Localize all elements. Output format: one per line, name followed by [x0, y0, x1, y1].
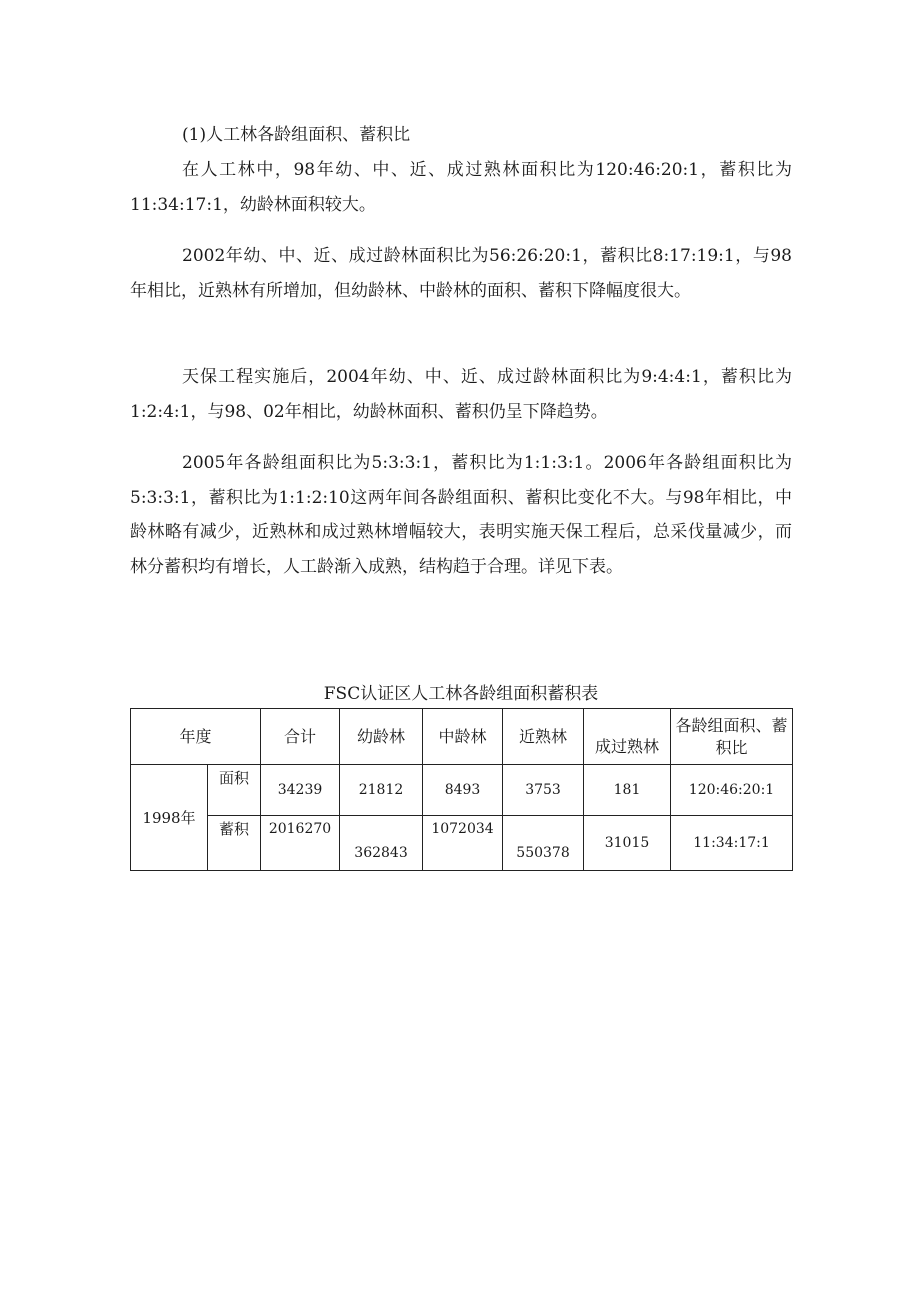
cell-area-near: 3753	[503, 765, 584, 816]
table-header-row	[131, 709, 793, 765]
table-row-volume	[131, 816, 793, 871]
paragraph-2: 2002年幼、中、近、成过龄林面积比为56:26:20:1，蓄积比8:17:19:1，与98年相比，近熟林有所增加，但幼龄林、中龄林的面积、蓄积下降幅度很大。	[130, 246, 792, 301]
cell-area-ratio: 120:46:20:1	[671, 765, 793, 816]
cell-volume-middle: 1072034	[423, 816, 503, 871]
cell-area-mature: 181	[584, 765, 671, 816]
cell-volume-mature: 31015	[584, 816, 671, 871]
paragraph-1: 在人工林中，98年幼、中、近、成过熟林面积比为120:46:20:1，蓄积比为11:34:17:1，幼龄林面积较大。	[130, 160, 792, 215]
cell-year: 1998年	[131, 765, 208, 871]
cell-volume-near: 550378	[503, 816, 584, 871]
header-mature: 成过熟林	[584, 709, 671, 765]
header-total: 合计	[261, 709, 340, 765]
header-middle: 中龄林	[423, 709, 503, 765]
cell-volume-label: 蓄积	[208, 816, 261, 871]
table-row-area	[131, 765, 793, 816]
paragraph-3: 天保工程实施后，2004年幼、中、近、成过龄林面积比为9:4:4:1，蓄积比为1:2:4:1，与98、02年相比，幼龄林面积、蓄积仍呈下降趋势。	[130, 367, 792, 422]
cell-area-label: 面积	[208, 765, 261, 816]
cell-volume-total: 2016270	[261, 816, 340, 871]
age-group-table	[130, 708, 793, 871]
cell-area-young: 21812	[340, 765, 423, 816]
section-heading: (1)人工林各龄组面积、蓄积比	[182, 125, 411, 145]
paragraph-4: 2005年各龄组面积比为5:3:3:1，蓄积比为1:1:3:1。2006年各龄组面积比为5:3:3:1，蓄积比为1:1:2:10这两年间各龄组面积、蓄积比变化不大。与98年相比，中龄林略有减少，近熟林和成过熟林增幅较大，表明实施天保工程后，总采伐量减少，而林分蓄积均有增长，人工龄渐入成熟，结构趋于合理。详见下表。	[130, 453, 792, 578]
cell-volume-young: 362843	[340, 816, 423, 871]
header-near: 近熟林	[503, 709, 584, 765]
header-young: 幼龄林	[340, 709, 423, 765]
header-year: 年度	[131, 709, 261, 765]
cell-area-middle: 8493	[423, 765, 503, 816]
table-title: FSC认证区人工林各龄组面积蓄积表	[323, 684, 599, 704]
cell-volume-ratio: 11:34:17:1	[671, 816, 793, 871]
cell-area-total: 34239	[261, 765, 340, 816]
header-ratio: 各龄组面积、蓄积比	[671, 709, 793, 765]
